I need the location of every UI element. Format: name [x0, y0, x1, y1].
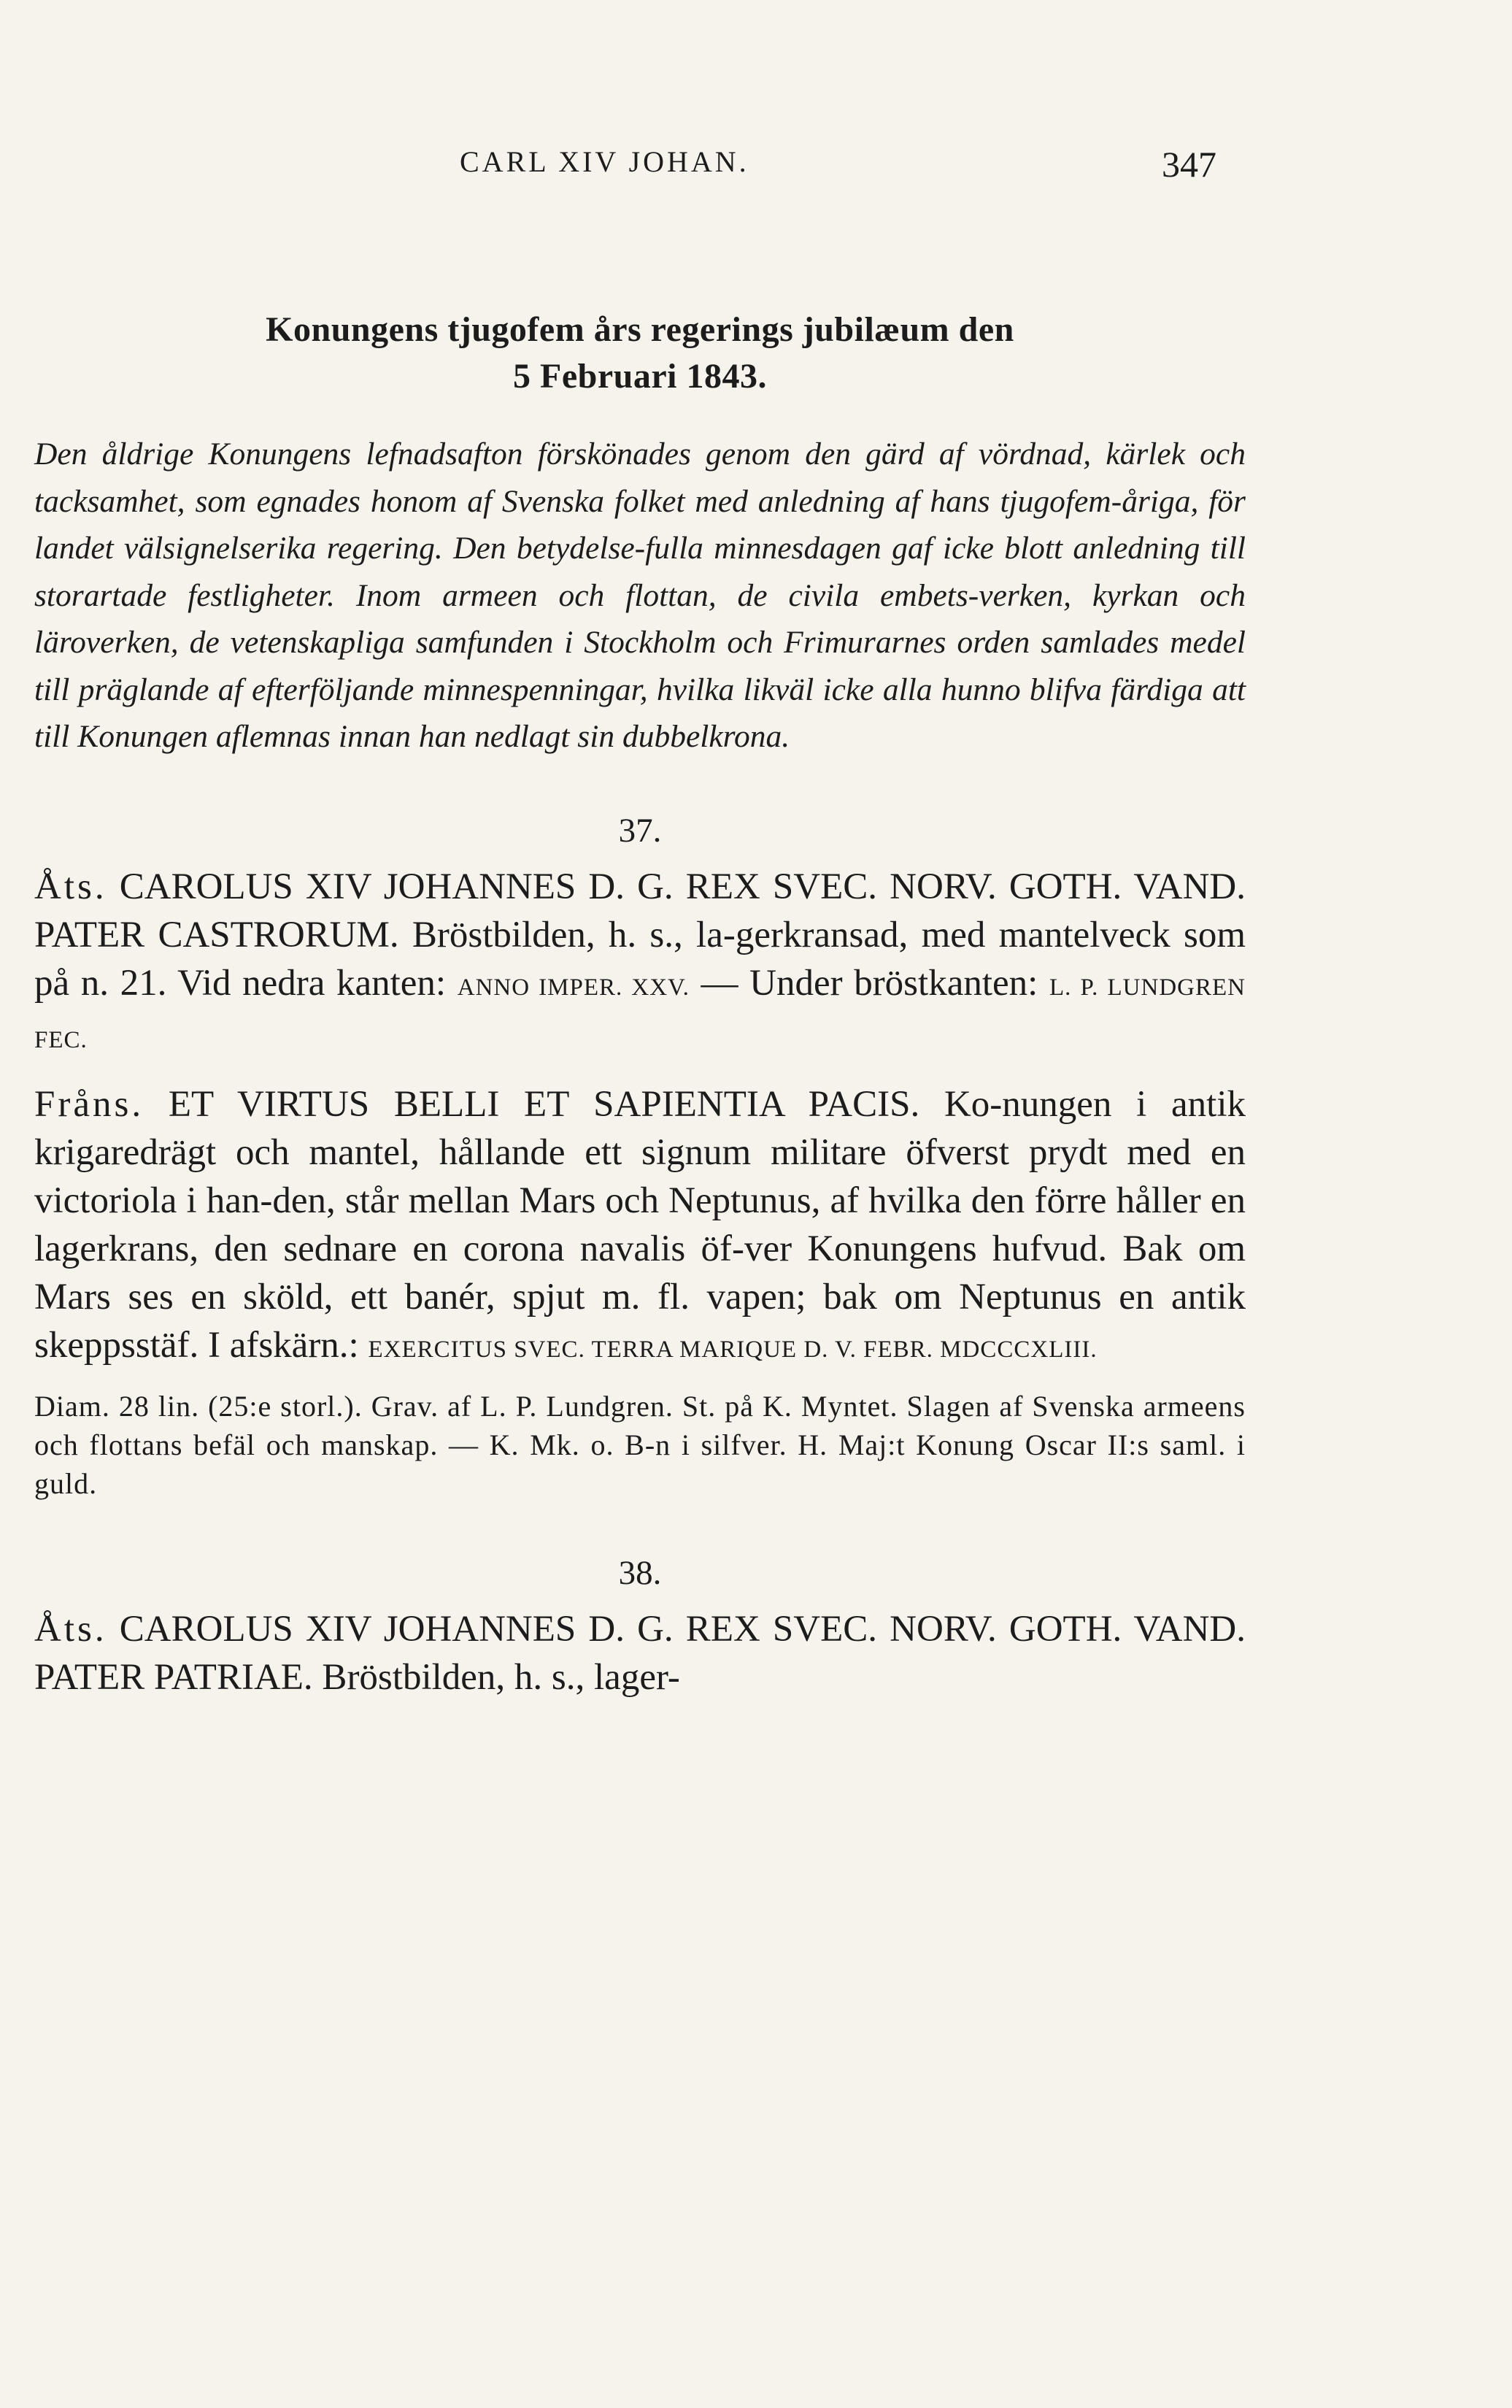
entry-37-obverse	[34, 863, 1246, 1064]
section-title-line-1: Konungens tjugofem års regerings jubilæum den	[266, 310, 1014, 349]
entry-38-obverse	[34, 1605, 1246, 1701]
page-body	[34, 285, 1246, 1701]
reverse-description: ET VIRTUS BELLI ET SAPIENTIA PACIS. Ko-nungen i antik krigaredrägt och mantel, hållande ett signum militare öfverst prydt med en victoriola i han-den, står mellan Mars och Neptunus, af hvilka den förre håller en lagerkrans, den sednare en corona navalis öf-ver Konungens hufvud. Bak om Mars ses en sköld, ett banér, spjut m. fl. vapen; bak om Neptunus en antik skeppsstäf. I afskärn.:	[34, 1083, 1246, 1366]
obverse-label: Åts.	[34, 1608, 107, 1650]
running-head: CARL XIV JOHAN.	[460, 145, 749, 178]
entry-number-37: 37.	[618, 811, 662, 850]
section-title	[34, 307, 1246, 400]
reverse-label: Fråns.	[34, 1083, 144, 1125]
obverse-description: CAROLUS XIV JOHANNES D. G. REX SVEC. NORV. GOTH. VAND. PATER PATRIAE. Bröstbilden, h. s., lager-	[34, 1608, 1246, 1698]
entry-37-reverse	[34, 1080, 1246, 1374]
page-number: 347	[1162, 144, 1216, 185]
section-title-line-2: 5 Februari 1843.	[513, 357, 767, 396]
engraver-signature-text: L. P. LUNDGREN FEC.	[34, 974, 1246, 1053]
obverse-inscription: ANNO IMPER. XXV.	[457, 974, 690, 1001]
obverse-description: CAROLUS XIV JOHANNES D. G. REX SVEC. NORV. GOTH. VAND. PATER CASTRORUM. Bröstbilden, h. s., la-gerkransad, med mantelveck som på n. 21. Vid nedra kanten:	[34, 866, 1246, 1004]
obverse-connector: — Under bröstkanten:	[701, 962, 1038, 1004]
entry-number-38: 38.	[618, 1553, 662, 1592]
entry-37-note: Diam. 28 lin. (25:e storl.). Grav. af L. P. Lundgren. St. på K. Myntet. Slagen af Svenska armeens och flottans befäl och manskap. — K. Mk. o. B-n i silfver. H. Maj:t Konung Oscar II:s saml. i guld.	[34, 1389, 1246, 1500]
obverse-label: Åts.	[34, 866, 107, 907]
reverse-inscription: EXERCITUS SVEC. TERRA MARIQUE D. V. FEBR. MDCCCXLIII.	[368, 1336, 1098, 1363]
intro-paragraph: Den åldrige Konungens lefnadsafton förskönades genom den gärd af vördnad, kärlek och tacksamhet, som egnades honom af Svenska folket med anledning af hans tjugofem-åriga, för landet välsignelserika regering. Den betydelse-fulla minnesdagen gaf icke blott anledning till storartade festligheter. Inom armeen och flottan, de civila embets-verken, kyrkan och läroverken, de vetenskapliga samfunden i Stockholm och Frimurarnes orden samlades medel till präglande af efterföljande minnespenningar, hvilka likväl icke alla hunno blifva färdiga att till Konungen aflemnas innan han nedlagt sin dubbelkrona.	[34, 436, 1246, 754]
